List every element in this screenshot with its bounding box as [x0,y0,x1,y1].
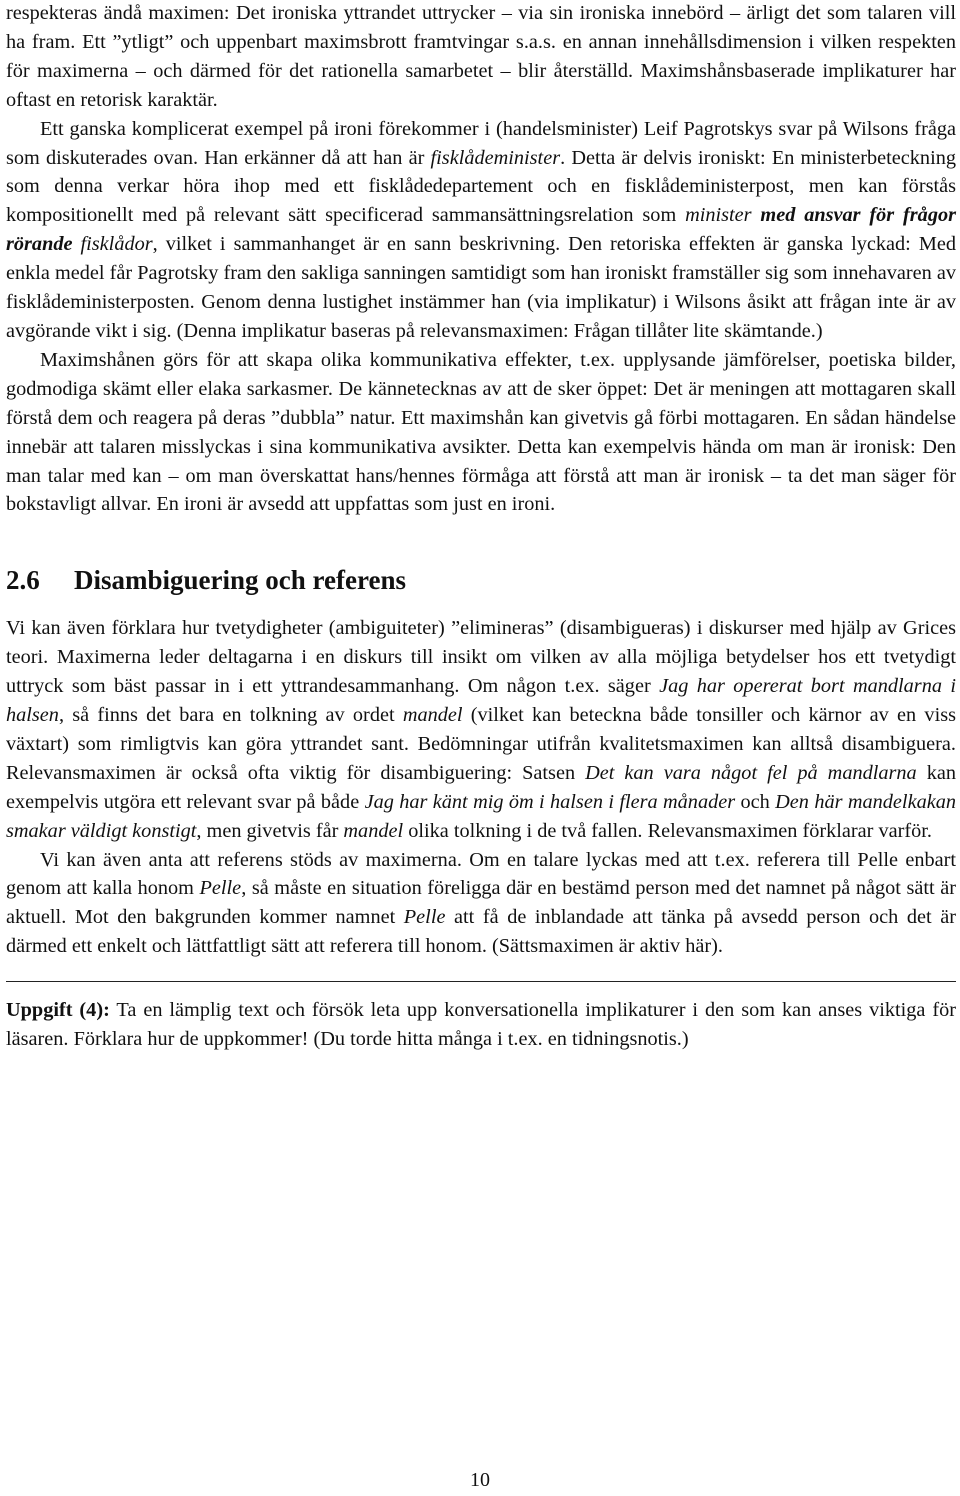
text-run: och [735,790,776,813]
italic-text: Jag har opererat bort mandlarna i halsen [6,675,956,727]
text-run: respekteras ändå maximen: Det ironiska yttrandet uttrycker – via sin ironiska innebörd – ärligt det som talaren vill ha fram. Ett ”ytligt” och uppenbart maximsbrott framtvingar s.a.s. en annan innehållsdimension i vilken respekten för maximerna – och därmed för det rationella samarbetet – blir återställd. Maximshånsbaserade implikaturer har oftast en retorisk karaktär. [6,2,956,111]
paragraph-maximshan [6,346,956,519]
section-heading [6,564,956,596]
text-run: kan exempelvis utgöra ett relevant svar på både [6,761,956,813]
paragraph-referens [6,846,956,962]
text-run: . Detta är delvis ironiskt: En ministerbeteckning som denna verkar höra ihop med ett fisklådedepartement och en fisklådeministerpost, men kan förstås kompositionellt med på relevant sätt specificerad sammansättningsrelation som [6,146,956,227]
text-run: Vi kan även förklara hur tvetydigheter (ambiguiteter) ”elimineras” (disambigueras) i diskurser med hjälp av Grices teori. Maximerna leder deltagarna i en diskurs till insikt om vilken av alla möjliga betydelser hos ett tvetydigt uttryck som bäst passar in i ett yttrandesammanhang. Om någon t.ex. säger [6,617,956,698]
text-run: , så måste en situation föreligga där en bestämd person med det namnet på något sätt är aktuell. Mot den bakgrunden kommer namnet [6,877,956,929]
italic-text: fisklådeminister [430,146,561,169]
task-label: Uppgift (4): [6,999,110,1022]
italic-text: mandel [343,819,404,842]
text-run: , så finns det bara en tolkning av ordet [58,704,403,727]
paragraph-pagrotsky-example [6,115,956,346]
text-run: att få de inblandade att tänka på avsedd person och det är därmed ett enkelt och lättfattligt sätt att referera till honom. (Sättsmaximen är aktiv här). [6,906,956,958]
paragraph-irony-intro [6,0,956,115]
text-run: Ett ganska komplicerat exempel på ironi förekommer i (handelsminister) Leif Pagrotskys svar på Wilsons fråga som diskuterades ovan. Han erkänner då att han är [6,117,956,169]
italic-text: Det kan vara något fel på mandlarna [585,761,917,784]
italic-text: Den här mandelkakan smakar väldigt konstigt [6,790,956,842]
text-run: , men givetvis får [196,819,344,842]
text-run: (vilket kan beteckna både tonsiller och kärnor av en viss växtart) som rimligtvis kan göra yttrandet sant. Bedömningar utifrån kvalitetsmaximen kan alltså disambiguera. Relevansmaximen är också ofta viktig för disambiguering: Satsen [6,704,956,784]
text-run: Vi kan även anta att referens stöds av maximerna. Om en talare lyckas med att t.ex. referera till Pelle enbart genom att kalla honom [6,848,956,900]
italic-text: Pelle [403,906,446,929]
italic-text: Jag har känt mig öm i halsen i flera månader [364,790,736,813]
task-box [6,996,956,1054]
italic-text: minister [685,204,752,227]
text-run: olika tolkning i de två fallen. Relevansmaximen förklarar varför. [403,819,932,842]
text-run: , vilket i sammanhanget är en sann beskrivning. Den retoriska effekten är ganska lyckad: Med enkla medel får Pagrotsky fram den sakliga sanningen samtidigt som han ironiskt framställer sig som innehavaren av fisklådeministerposten. Genom denna lustighet instämmer han (via implikatur) i Wilsons åsikt att frågan inte är av avgörande vikt i sig. (Denna implikatur baseras på relevansmaximen: Frågan tillåter lite skämtande.) [6,233,956,342]
horizontal-rule [6,981,956,982]
section-number: 2.6 [6,565,40,596]
page-number: 10 [470,1469,490,1491]
paragraph-disambiguering [6,614,956,845]
task-text: Ta en lämplig text och försök leta upp konversationella implikaturer i den som kan anses viktiga för läsaren. Förklara hur de uppkommer! (Du torde hitta många i t.ex. en tidningsnotis.) [6,999,956,1051]
italic-text: Pelle [199,877,242,900]
bold-italic-text: med ansvar för frågor rörande [6,204,956,256]
document-page [6,0,956,1054]
text-run [73,233,81,255]
italic-text: mandel [402,704,463,727]
text-run: Maximshånen görs för att skapa olika kommunikativa effekter, t.ex. upplysande jämförelser, poetiska bilder, godmodiga skämt eller elaka sarkasmer. De kännetecknas av att de sker öppet: Det är meningen att mottagaren skall förstå dem och reagera på deras ”dubbla” natur. Ett maximshån kan givetvis gå förbi mottagaren. En sådan händelse innebär att talaren misslyckas i sina kommunikativa avsikter. Detta kan exempelvis hända om man är ironisk: Den man talar med kan – om man överskattat hans/hennes förmåga att förstå att man är ironisk – ta det man säger för bokstavligt allvar. En ironi är avsedd att uppfattas som just en ironi. [6,348,956,516]
italic-text: fisklådor [80,233,153,256]
section-title: Disambiguering och referens [74,565,406,596]
